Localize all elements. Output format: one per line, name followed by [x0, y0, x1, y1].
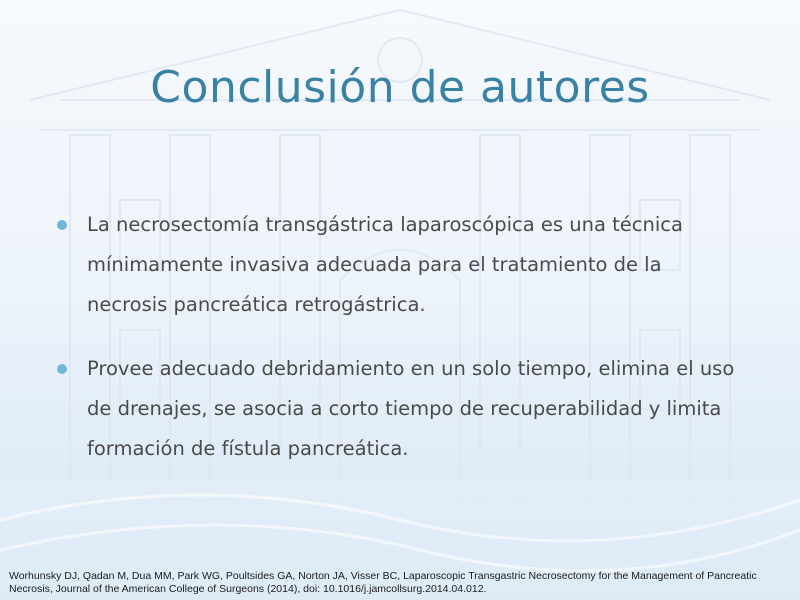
bullet-item [56, 349, 746, 469]
bullet-item [56, 205, 746, 325]
reference-citation: Worhunsky DJ, Qadan M, Dua MM, Park WG, Poultsides GA, Norton JA, Visser BC, Laparoscopic Transgastric Necrosectomy for the Management of Pancreatic Necrosis, Journal of the American College of Surgeons (2014), doi: 10.1016/j.jamcollsurg.2014.04.012. [9, 570, 757, 595]
bullet-dot-icon [57, 220, 67, 230]
slide-title: Conclusión de autores [150, 62, 650, 113]
bullet-dot-icon [57, 364, 67, 374]
bullet-text: La necrosectomía transgástrica laparoscópica es una técnica mínimamente invasiva adecuada para el tratamiento de la necrosis pancreática retrogástrica. [87, 213, 683, 316]
bullet-list [56, 205, 746, 493]
bullet-text: Provee adecuado debridamiento en un solo tiempo, elimina el uso de drenajes, se asocia a corto tiempo de recuperabilidad y limita formación de fístula pancreática. [87, 357, 735, 460]
